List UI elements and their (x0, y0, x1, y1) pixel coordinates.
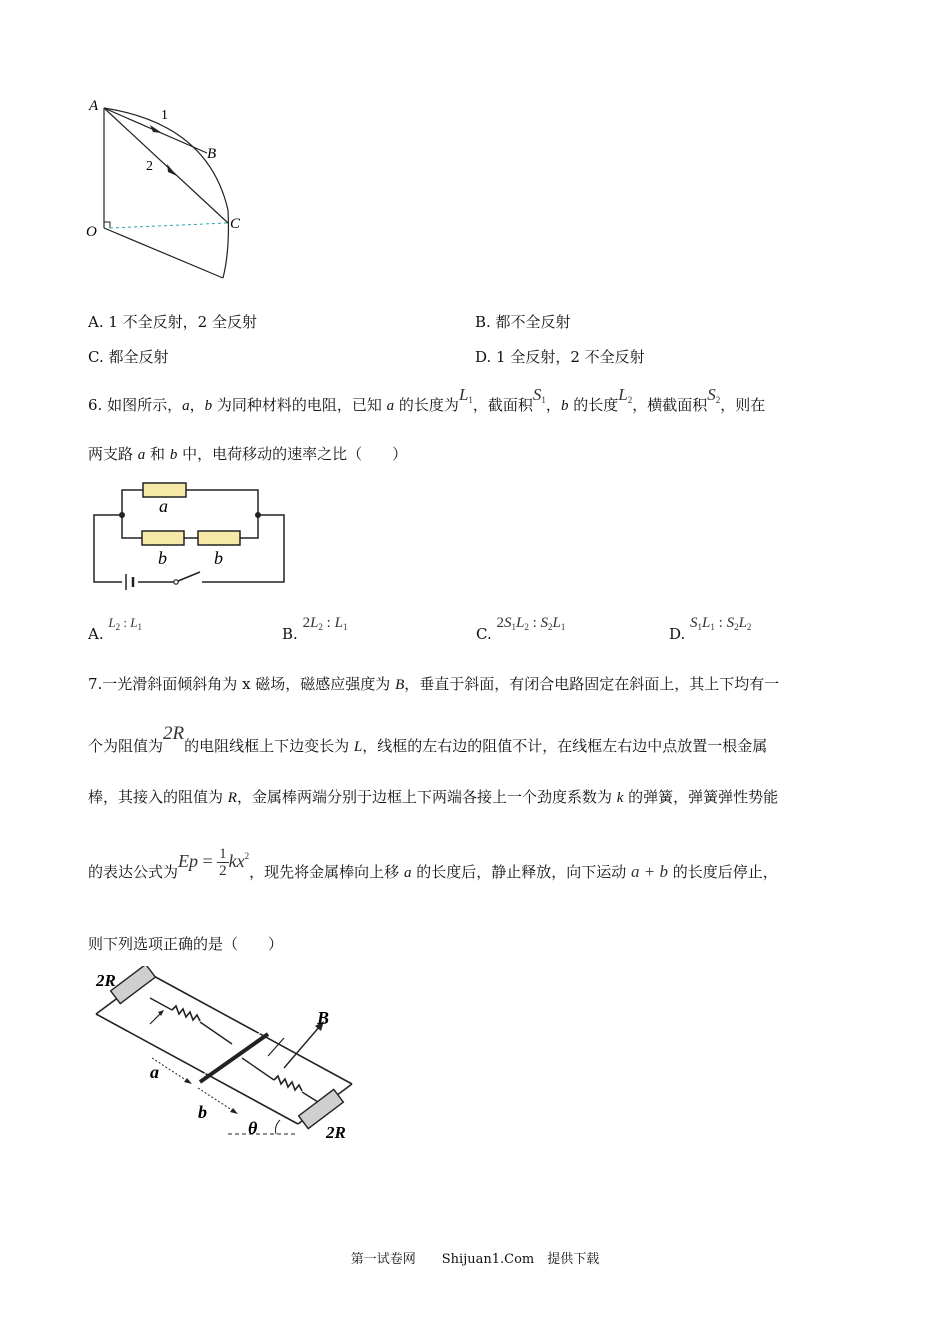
q6-option-b[interactable]: B. $2L_2$ : $L_1$ (282, 615, 348, 643)
q5-option-a[interactable]: A. 1 不全反射，2 全反射 (88, 313, 257, 331)
resistor-2R-top (111, 966, 156, 1004)
label-B: B (207, 146, 217, 162)
q6-stem-line1: 6. 如图所示，a，b 为同种材料的电阻，已知 a 的长度为$L_1$，截面积$S_1$，b 的长度$L_2$，横截面积$S_2$，则在 (88, 385, 766, 414)
q6-option-c[interactable]: C. $2S_1L_2$ : $S_2L_1$ (476, 615, 566, 643)
circuit-label-a: a (159, 496, 168, 516)
metal-rod (200, 1034, 268, 1082)
fig-label-2R-bottom: 2R (326, 1123, 346, 1142)
q5-option-c[interactable]: C. 都全反射 (88, 348, 169, 366)
label-A: A (89, 98, 99, 114)
fig-label-a: a (150, 1062, 159, 1082)
fig-label-B: B (317, 1008, 330, 1028)
incline-frame-figure (88, 966, 378, 1146)
ray-2-label: 2 (146, 159, 153, 174)
q7-stem-line4: 的表达公式为Ep = $\frac{1}{2}$ $kx^2$，现先将金属棒向上移 a 的长度后，静止释放，向下运动 a + b 的长度后停止， (88, 846, 778, 881)
circuit-label-b-right: b (214, 548, 223, 568)
resistor-b-left (142, 531, 184, 545)
ray-1-label: 1 (161, 108, 168, 123)
q7-stem-line2: 个为阻值为2R的电阻线框上下边变长为 L，线框的左右边的阻值不计，在线框左右边中点放置一根金属 (88, 723, 768, 755)
circuit-label-b-left: b (158, 548, 167, 568)
fig-label-2R-top: 2R (96, 971, 116, 990)
footer-credit: 第一试卷网 Shijuan1.Com 提供下载 (350, 1252, 600, 1267)
label-O: O (86, 224, 97, 240)
q7-stem-line1: 7.一光滑斜面倾斜角为 x 磁场，磁感应强度为 B，垂直于斜面，有闭合电路固定在斜面上，其上下均有一 (88, 675, 780, 693)
refraction-figure (80, 90, 260, 290)
q6-stem-line2: 两支路 a 和 b 中，电荷移动的速率之比（ ） (88, 445, 408, 463)
fig-label-b: b (198, 1102, 207, 1122)
q5-option-d[interactable]: D. 1 全反射，2 不全反射 (475, 348, 645, 366)
q6-option-d[interactable]: D. $S_1L_1$ : $S_2L_2$ (669, 615, 752, 643)
fig-label-theta: θ (248, 1118, 258, 1138)
q7-stem-line3: 棒，其接入的阻值为 R，金属棒两端分别于边框上下两端各接上一个劲度系数为 k 的弹簧，弹簧弹性势能 (88, 788, 779, 806)
resistor-b-right (198, 531, 240, 545)
q6-option-a[interactable]: A. $L_2$ : $L_1$ (88, 615, 142, 643)
resistor-a (143, 483, 186, 497)
q5-option-b[interactable]: B. 都不全反射 (475, 313, 571, 331)
q7-stem-line5: 则下列选项正确的是（ ） (88, 935, 284, 953)
circuit-figure (88, 478, 293, 590)
label-C: C (230, 216, 241, 232)
